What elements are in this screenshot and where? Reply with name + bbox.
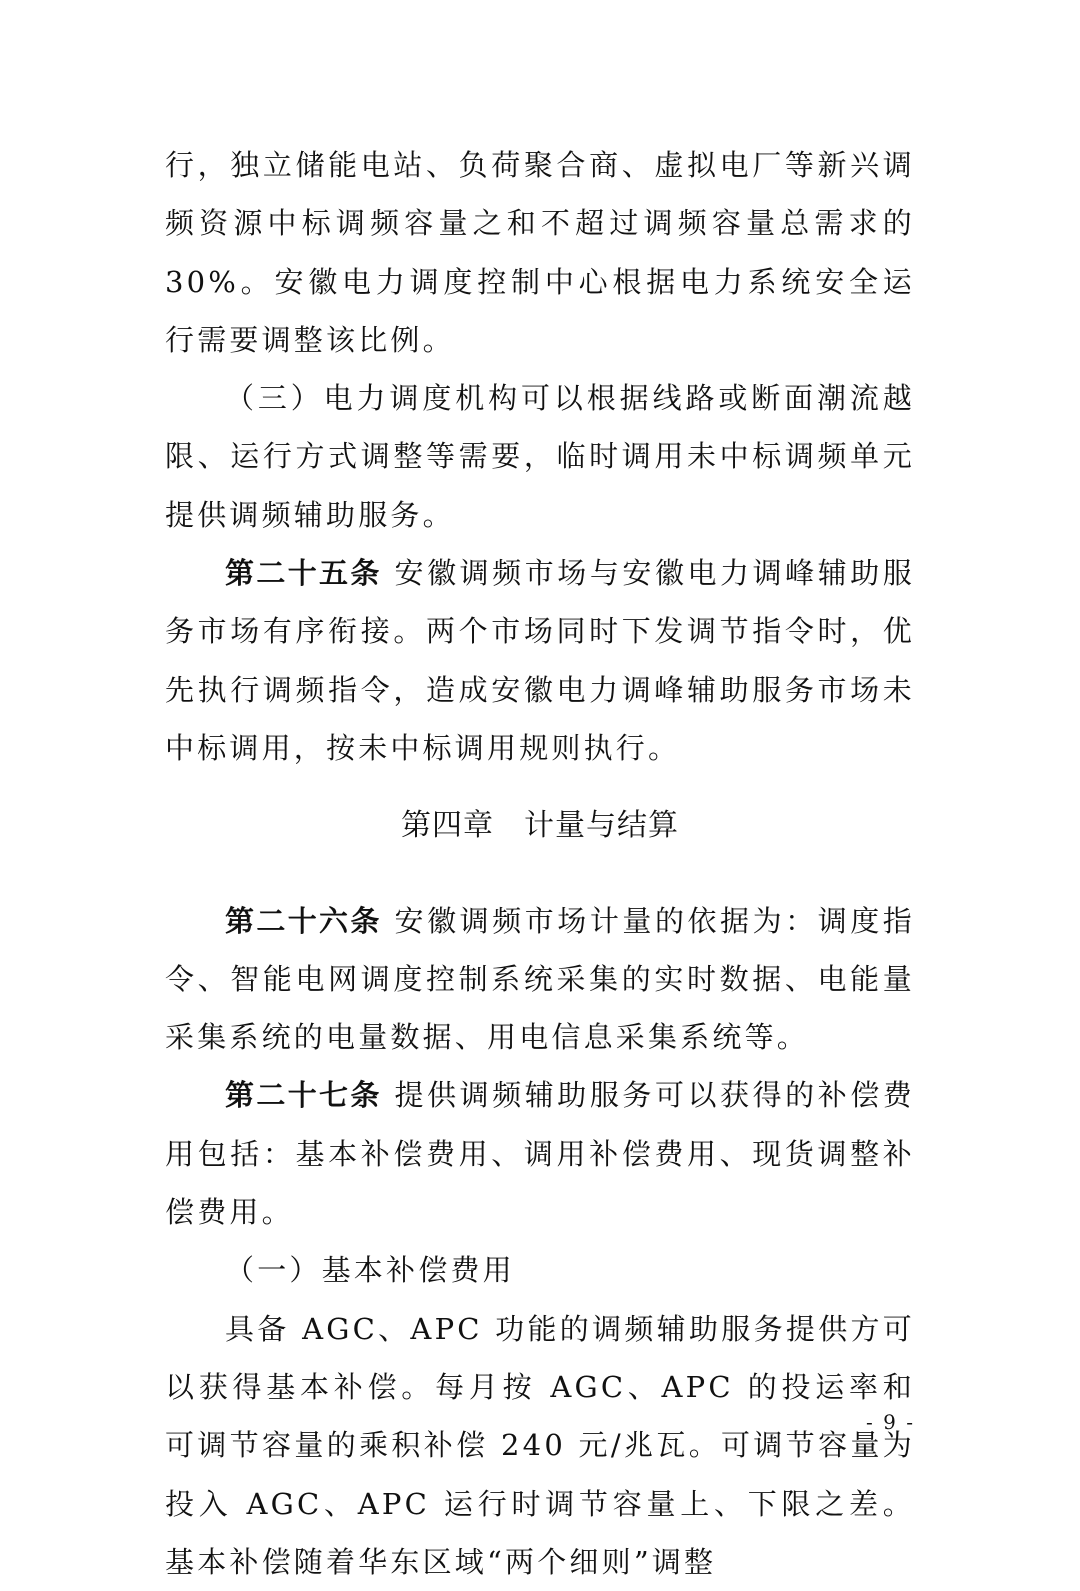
paragraph-item-three: （三）电力调度机构可以根据线路或断面潮流越限、运行方式调整等需要，临时调用未中标调频单元提供调频辅助服务。 bbox=[165, 381, 915, 532]
article-25-text: 安徽调频市场与安徽电力调峰辅助服务市场有序衔接。两个市场同时下发调节指令时，优先执行调频指令，造成安徽电力调峰辅助服务市场未中标调用，按未中标调用规则执行。 bbox=[165, 556, 916, 765]
paragraph-basic-compensation: 具备 AGC、APC 功能的调频辅助服务提供方可以获得基本补偿。每月按 AGC、APC 的投运率和可调节容量的乘积补偿 240 元/兆瓦。可调节容量为投入 AGC、APC 运行时调节容量上、下限之差。基本补偿随着华东区域“两个细则”调整 bbox=[165, 1311, 915, 1579]
chapter-label: 第四章 bbox=[401, 808, 494, 844]
article-26-heading: 第二十六条 bbox=[225, 903, 382, 938]
article-25 bbox=[165, 544, 915, 777]
chapter-title: 计量与结算 bbox=[524, 808, 679, 844]
article-27 bbox=[165, 1066, 915, 1241]
article-26 bbox=[165, 892, 915, 1067]
subsection-basic-compensation: （一）基本补偿费用 bbox=[225, 1253, 515, 1288]
chapter-heading bbox=[165, 797, 915, 855]
paragraph-continued: 行，独立储能电站、负荷聚合商、虚拟电厂等新兴调频资源中标调频容量之和不超过调频容量总需求的 30%。安徽电力调度控制中心根据电力系统安全运行需要调整该比例。 bbox=[165, 148, 915, 357]
article-27-text: 提供调频辅助服务可以获得的补偿费用包括：基本补偿费用、调用补偿费用、现货调整补偿费用。 bbox=[165, 1078, 916, 1230]
document-body bbox=[165, 136, 915, 1591]
article-25-heading: 第二十五条 bbox=[225, 556, 382, 591]
article-26-text: 安徽调频市场计量的依据为：调度指令、智能电网调度控制系统采集的实时数据、电能量采集系统的电量数据、用电信息采集系统等。 bbox=[165, 903, 916, 1055]
article-27-heading: 第二十七条 bbox=[225, 1078, 382, 1113]
page-number: - 9 - bbox=[866, 1410, 915, 1434]
